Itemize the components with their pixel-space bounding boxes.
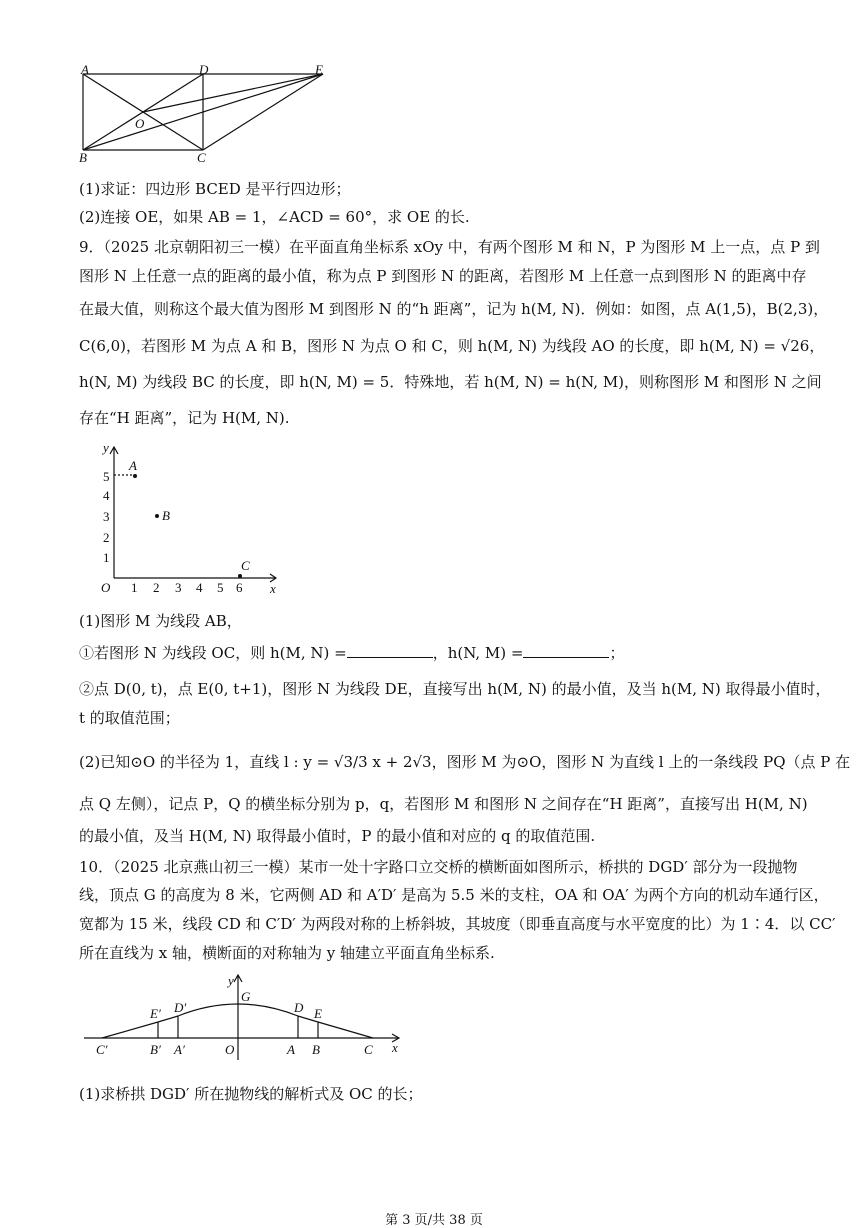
origin-label: O [101, 580, 111, 595]
label-O: O [135, 116, 145, 131]
text-line: ②点 D(0, t)，点 E(0, t+1)，图形 N 为线段 DE，直接写出 h(M, N) 的最小值，及当 h(M, N) 取得最小值时， [79, 680, 831, 698]
text-line: (1)求证：四边形 BCED 是平行四边形； [79, 180, 351, 198]
y-tick: 3 [103, 509, 110, 524]
text-line: 10．（2025 北京燕山初三一模）某市一处十字路口立交桥的横断面如图所示，桥拱的 DGD′ 部分为一段抛物 [79, 858, 798, 876]
label-Eprime: E′ [150, 1006, 161, 1021]
label-C: C [364, 1042, 373, 1057]
x-tick: 2 [153, 580, 160, 595]
label-D: D [294, 1000, 304, 1015]
y-tick: 1 [103, 550, 110, 565]
text-line: 的最小值，及当 H(M, N) 取得最小值时，P 的最小值和对应的 q 的取值范围. [79, 827, 596, 845]
x-tick: 6 [236, 580, 243, 595]
x-tick: 1 [131, 580, 138, 595]
text-line: h(N, M) 为线段 BC 的长度，即 h(N, M) = 5．特殊地，若 h(M, N) = h(N, M)，则称图形 M 和图形 N 之间 [79, 373, 822, 391]
answer-blank[interactable] [347, 643, 433, 658]
label-Aprime: A′ [174, 1042, 185, 1057]
text-line: 所在直线为 x 轴，横断面的对称轴为 y 轴建立平面直角坐标系. [79, 944, 495, 962]
axis-x-label: x [392, 1040, 398, 1055]
text-line: (2)已知⊙O 的半径为 1，直线 l : y = √3/3 x + 2√3，图形 M 为⊙O，图形 N 为直线 l 上的一条线段 PQ（点 P 在 [79, 753, 851, 771]
label-E: E [314, 1006, 322, 1021]
y-tick: 5 [103, 469, 110, 484]
text-line: 在最大值，则称这个最大值为图形 M 到图形 N 的“h 距离”，记为 h(M, N)．例如：如图，点 A(1,5)，B(2,3)， [79, 300, 829, 318]
text-fragment: ①若图形 N 为线段 OC，则 h(M, N) = [79, 644, 347, 662]
text-line: (1)求桥拱 DGD′ 所在抛物线的解析式及 OC 的长； [79, 1085, 423, 1103]
point-c-label: C [241, 558, 250, 573]
label-G: G [241, 989, 251, 1004]
axis-x-label: x [270, 581, 276, 596]
x-tick: 4 [196, 580, 203, 595]
y-tick: 4 [103, 488, 110, 503]
label-E: E [315, 62, 323, 77]
text-line: t 的取值范围； [79, 709, 180, 727]
x-tick: 5 [217, 580, 224, 595]
answer-blank[interactable] [523, 643, 609, 658]
x-tick: 3 [175, 580, 182, 595]
text-line: C(6,0)，若图形 M 为点 A 和 B，图形 N 为点 O 和 C，则 h(M, N) 为线段 AO 的长度，即 h(M, N) = √26， [79, 337, 825, 355]
text-line: 图形 N 上任意一点的距离的最小值，称为点 P 到图形 N 的距离，若图形 M 上任意一点到图形 N 的距离中存 [79, 267, 807, 285]
axis-y-label: y [228, 973, 234, 988]
page-footer: 第 3 页/共 38 页 [385, 1213, 483, 1228]
text-line: 9．（2025 北京朝阳初三一模）在平面直角坐标系 xOy 中，有两个图形 M 和 N，P 为图形 M 上一点，点 P 到 [79, 238, 820, 256]
text-line: 线，顶点 G 的高度为 8 米，它两侧 AD 和 A′D′ 是高为 5.5 米的支柱，OA 和 OA′ 为两个方向的机动车通行区， [79, 886, 829, 904]
label-B: B [79, 150, 87, 165]
coordinate-figure [85, 438, 285, 598]
text-fragment: ，h(N, M) = [432, 644, 524, 662]
text-line: 宽都为 15 米，线段 CD 和 C′D′ 为两段对称的上桥斜坡，其坡度（即垂直高度与水平宽度的比）为 1∶4．以 CC′ [79, 915, 836, 933]
label-C: C [197, 150, 206, 165]
bridge-figure [80, 972, 410, 1067]
label-Dprime: D′ [174, 1000, 187, 1015]
text-line: 存在“H 距离”，记为 H(M, N). [79, 409, 290, 427]
text-line: (2)连接 OE，如果 AB = 1，∠ACD = 60°，求 OE 的长. [79, 208, 470, 226]
text-line: (1)图形 M 为线段 AB， [79, 612, 242, 630]
label-Bprime: B′ [150, 1042, 161, 1057]
label-O: O [225, 1042, 235, 1057]
label-A: A [287, 1042, 295, 1057]
label-D: D [199, 62, 209, 77]
label-B: B [312, 1042, 320, 1057]
point-a-label: A [129, 458, 137, 473]
text-line: 点 Q 左侧），记点 P，Q 的横坐标分别为 p，q，若图形 M 和图形 N 之间存在“H 距离”，直接写出 H(M, N) [79, 795, 808, 813]
axis-y-label: y [103, 440, 109, 455]
label-Cprime: C′ [96, 1042, 108, 1057]
text-line [79, 643, 624, 663]
label-A: A [81, 62, 89, 77]
text-fragment: ； [609, 644, 625, 662]
y-tick: 2 [103, 530, 110, 545]
rectangle-figure [75, 62, 335, 167]
point-b-label: B [162, 508, 170, 523]
